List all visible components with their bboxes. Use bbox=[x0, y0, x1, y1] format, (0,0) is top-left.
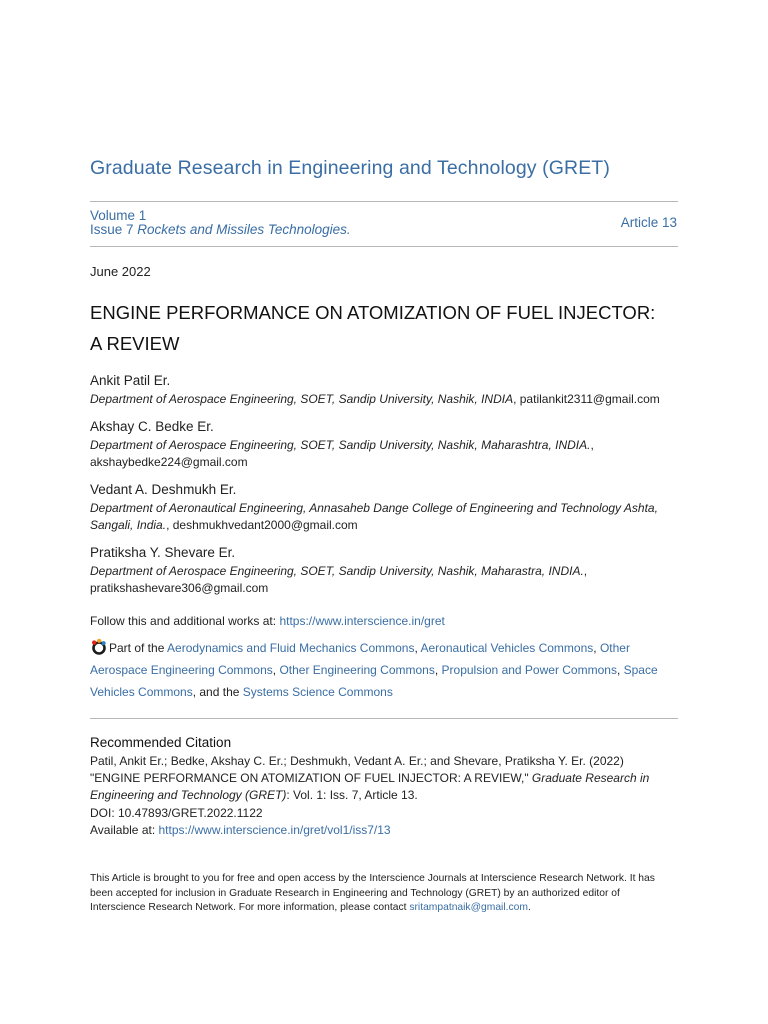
author-entry bbox=[90, 482, 690, 535]
author-name: Pratiksha Y. Shevare Er. bbox=[90, 544, 236, 560]
journal-title-link[interactable]: Graduate Research in Engineering and Technology (GRET) bbox=[90, 157, 610, 179]
commons-link-propulsion[interactable]: Propulsion and Power Commons bbox=[441, 663, 617, 677]
commons-link-other-engineering[interactable]: Other Engineering Commons bbox=[279, 663, 435, 677]
author-department: Department of Aerospace Engineering, SOET, Sandip University, Nashik, Maharashtra, INDIA. bbox=[90, 437, 591, 452]
access-notice-text: This Article is brought to you for free and open access by the Interscience Journals at Interscience Research Network. It has been accepted for inclusion in Graduate Research in Engineering and Technology (GRET) by an authorized editor of Interscience Research Network. For more information, please contact bbox=[90, 873, 655, 914]
separator: , bbox=[616, 663, 624, 677]
available-link[interactable]: https://www.interscience.in/gret/vol1/iss7/13 bbox=[158, 822, 391, 837]
article-title-line-1: ENGINE PERFORMANCE ON ATOMIZATION OF FUEL INJECTOR: bbox=[90, 302, 656, 323]
author-email: , pratikshashevare306@gmail.com bbox=[90, 563, 588, 595]
volume-link[interactable]: Volume 1 bbox=[90, 208, 147, 223]
author-department: Department of Aerospace Engineering, SOET, Sandip University, Nashik, Maharastra, INDIA. bbox=[90, 563, 584, 578]
citation-doi: DOI: 10.47893/GRET.2022.1122 bbox=[90, 805, 263, 820]
citation-available bbox=[90, 822, 685, 839]
network-commons-icon bbox=[90, 638, 108, 656]
citation-title: "ENGINE PERFORMANCE ON ATOMIZATION OF FUEL INJECTOR: A REVIEW," bbox=[90, 771, 532, 786]
citation-journal: Graduate Research in Engineering and Technology (GRET) bbox=[90, 771, 650, 803]
part-of-prefix: Part of the bbox=[109, 641, 168, 655]
access-notice bbox=[90, 872, 665, 916]
author-entry bbox=[90, 373, 690, 409]
recommended-citation-heading: Recommended Citation bbox=[90, 735, 232, 750]
article-title bbox=[90, 297, 690, 359]
author-affiliation bbox=[90, 437, 690, 472]
commons-link-aeronautical-vehicles[interactable]: Aeronautical Vehicles Commons bbox=[420, 641, 594, 655]
issue-link[interactable] bbox=[90, 222, 351, 237]
follow-link[interactable]: https://www.interscience.in/gret bbox=[279, 614, 445, 628]
commons-link-other-aerospace[interactable]: Other Aerospace Engineering Commons bbox=[90, 641, 630, 677]
citation-divider bbox=[90, 718, 678, 719]
author-department: Department of Aeronautical Engineering, Annasaheb Dange College of Engineering and Technology Ashta, Sangali, India. bbox=[90, 500, 658, 532]
author-email: , patilankit2311@gmail.com bbox=[513, 392, 660, 406]
separator: , bbox=[593, 641, 600, 655]
commons-link-systems-science[interactable]: Systems Science Commons bbox=[242, 685, 393, 699]
commons-link-space-vehicles[interactable]: Space Vehicles Commons bbox=[90, 663, 658, 699]
access-notice-end: . bbox=[527, 902, 531, 914]
citation-authors: Patil, Ankit Er.; Bedke, Akshay C. Er.; Deshmukh, Vedant A. Er.; and Shevare, Pratiksha Y. Er. (2022) bbox=[90, 754, 624, 768]
publication-date: June 2022 bbox=[90, 264, 151, 279]
separator: , bbox=[414, 641, 421, 655]
author-email: , akshaybedke224@gmail.com bbox=[90, 437, 594, 469]
volume-issue-block bbox=[90, 209, 351, 237]
article-number-link[interactable]: Article 13 bbox=[620, 215, 677, 230]
issue-name: Rockets and Missiles Technologies. bbox=[137, 222, 351, 237]
recommended-citation bbox=[90, 753, 685, 839]
author-entry bbox=[90, 419, 690, 472]
middle-divider bbox=[90, 246, 678, 247]
author-list bbox=[90, 373, 690, 608]
follow-line bbox=[90, 614, 445, 628]
issue-number: Issue 7 bbox=[90, 222, 134, 237]
author-affiliation bbox=[90, 563, 690, 598]
author-department: Department of Aerospace Engineering, SOET, Sandip University, Nashik, INDIA bbox=[90, 392, 514, 406]
author-name: Akshay C. Bedke Er. bbox=[90, 418, 214, 434]
author-email: , deshmukhvedant2000@gmail.com bbox=[166, 518, 358, 532]
commons-link-aerodynamics[interactable]: Aerodynamics and Fluid Mechanics Commons bbox=[167, 641, 415, 655]
article-title-line-2: A REVIEW bbox=[90, 333, 180, 354]
author-name: Ankit Patil Er. bbox=[90, 373, 171, 388]
separator: , bbox=[434, 663, 442, 677]
part-of-commons bbox=[90, 637, 685, 703]
follow-text: Follow this and additional works at: bbox=[90, 614, 280, 628]
separator: , bbox=[272, 663, 280, 677]
available-label: Available at: bbox=[90, 822, 159, 837]
contact-email-link[interactable]: sritampatnaik@gmail.com bbox=[409, 902, 528, 914]
author-affiliation bbox=[90, 500, 690, 535]
author-affiliation bbox=[90, 391, 690, 409]
author-entry bbox=[90, 545, 690, 598]
top-divider bbox=[90, 201, 678, 202]
citation-volume: : Vol. 1: Iss. 7, Article 13. bbox=[286, 788, 418, 803]
author-name: Vedant A. Deshmukh Er. bbox=[90, 481, 237, 497]
and-the-text: , and the bbox=[192, 685, 243, 699]
citation-title-journal bbox=[90, 770, 685, 804]
